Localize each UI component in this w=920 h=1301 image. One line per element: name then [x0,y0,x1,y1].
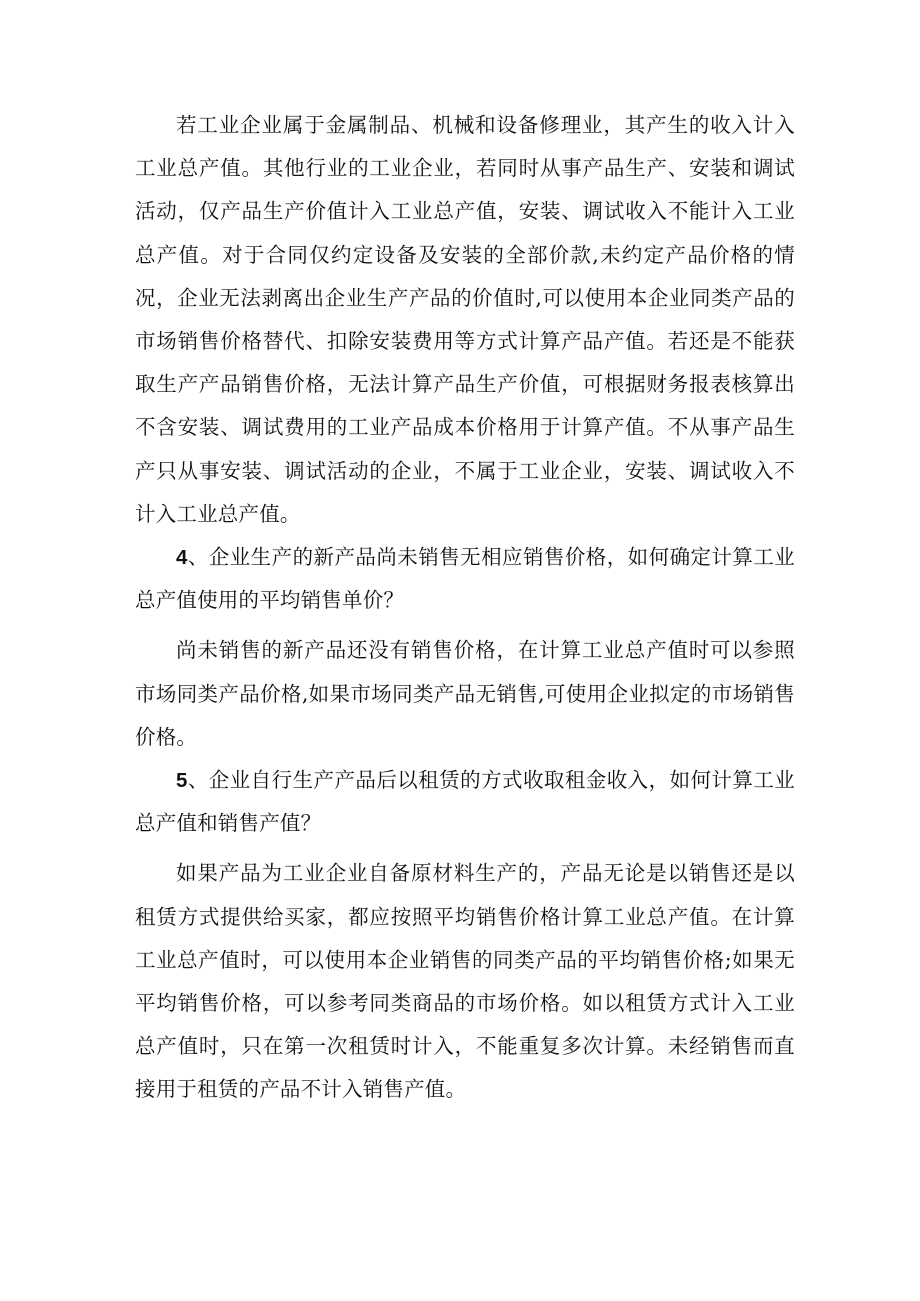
intro-paragraph: 若工业企业属于金属制品、机械和设备修理业，其产生的收入计入工业总产值。其他行业的工业企业，若同时从事产品生产、安装和调试活动，仅产品生产价值计入工业总产值，安装、调试收入不能计入工业总产值。对于合同仅约定设备及安装的全部价款,未约定产品价格的情况，企业无法剥离出企业生产产品的价值时,可以使用本企业同类产品的市场销售价格替代、扣除安装费用等方式计算产品产值。若还是不能获取生产产品销售价格，无法计算产品生产价值，可根据财务报表核算出不含安装、调试费用的工业产品成本价格用于计算产值。不从事产品生产只从事安装、调试活动的企业，不属于工业企业，安装、调试收入不计入工业总产值。 [135,113,795,526]
answer-5: 如果产品为工业企业自备原材料生产的，产品无论是以销售还是以租赁方式提供给买家，都应按照平均销售价格计算工业总产值。在计算工业总产值时，可以使用本企业销售的同类产品的平均销售价格;如果无平均销售价格，可以参考同类商品的市场价格。如以租赁方式计入工业总产值时，只在第一次租赁时计入，不能重复多次计算。未经销售而直接用于租赁的产品不计入销售产值。 [135,861,795,1102]
question-4-text: 、企业生产的新产品尚未销售无相应销售价格，如何确定计算工业总产值使用的平均销售单价？ [135,545,795,613]
question-5-text: 、企业自行生产产品后以租赁的方式收取租金收入，如何计算工业总产值和销售产值？ [135,768,795,836]
question-5 [135,759,795,845]
question-5-number: 5 [176,769,188,793]
answer-4: 尚未销售的新产品还没有销售价格，在计算工业总产值时可以参照市场同类产品价格,如果市场同类产品无销售,可使用企业拟定的市场销售价格。 [135,638,795,749]
question-4 [135,536,795,622]
document-body [135,104,795,1112]
question-4-number: 4 [176,546,188,570]
